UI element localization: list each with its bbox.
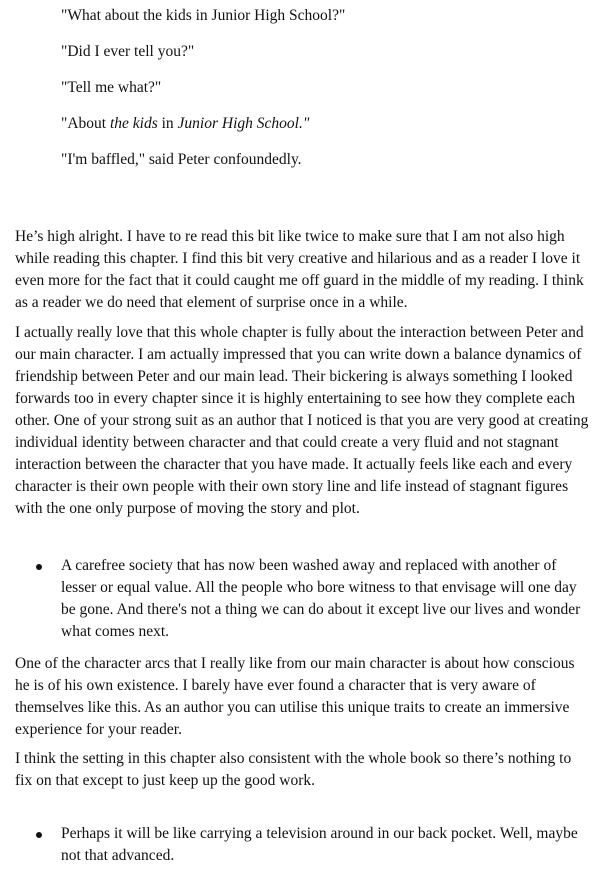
bullet-dot [36, 564, 42, 570]
dialogue-excerpt [61, 6, 581, 186]
bullet-text: A carefree society that has now been washed away and replaced with another of lesser or equal value. All the people who bore witness to that envisage will one day be gone. And there's not a thing we can do about it except live our lives and wonder what comes next. [61, 557, 581, 640]
text-run: "About [61, 115, 110, 132]
dialogue-line [61, 78, 581, 114]
italic-text-run: Junior High School." [177, 115, 310, 132]
review-paragraph-4: I think the setting in this chapter also consistent with the whole book so there’s nothing to fix on that except to just keep up the good work. [15, 750, 572, 789]
bullet-item-1 [36, 555, 596, 643]
bullet-text: Perhaps it will be like carrying a television around in our back pocket. Well, maybe not that advanced. [61, 825, 578, 864]
dialogue-line [61, 42, 581, 78]
text-run: "What about the kids in Junior High School?" [61, 7, 346, 24]
review-paragraph-3: One of the character arcs that I really like from our main character is about how conscious he is of his own existence. I barely have ever found a character that is very aware of themselves like this. As an author you can utilise this unique traits to create an immersive experience for your reader. [15, 655, 575, 738]
dialogue-line [61, 114, 581, 150]
italic-text-run: the kids [109, 115, 158, 132]
bullet-item-2 [36, 823, 596, 867]
text-run: "Tell me what?" [61, 79, 162, 96]
text-run: "I'm baffled," said Peter confoundedly. [61, 151, 302, 168]
text-run: "Did I ever tell you?" [61, 43, 195, 60]
review-paragraph-2: I actually really love that this whole chapter is fully about the interaction between Peter and our main character. I am actually impressed that you can write down a balance dynamics of friendship between Peter and our main lead. Their bickering is always something I looked forwards too in every chapter since it is highly entertaining to see how they complete each other. One of your strong suit as an author that I noticed is that you are very good at creating individual identity between character and that could create a very fluid and not stagnant interaction between the character that you have made. It actually feels like each and every character is their own people with their own story line and life instead of stagnant figures with the one only purpose of moving the story and plot. [15, 324, 589, 517]
review-paragraph-1: He’s high alright. I have to re read this bit like twice to make sure that I am not also high while reading this chapter. I find this bit very creative and hilarious and as a reader I love it even more for the fact that it could caught me off guard in the middle of my reading. I think as a reader we do need that element of surprise once in a while. [15, 228, 584, 311]
bullet-dot [36, 832, 42, 838]
dialogue-line [61, 150, 581, 186]
text-run: in [157, 115, 178, 132]
dialogue-line [61, 6, 581, 42]
